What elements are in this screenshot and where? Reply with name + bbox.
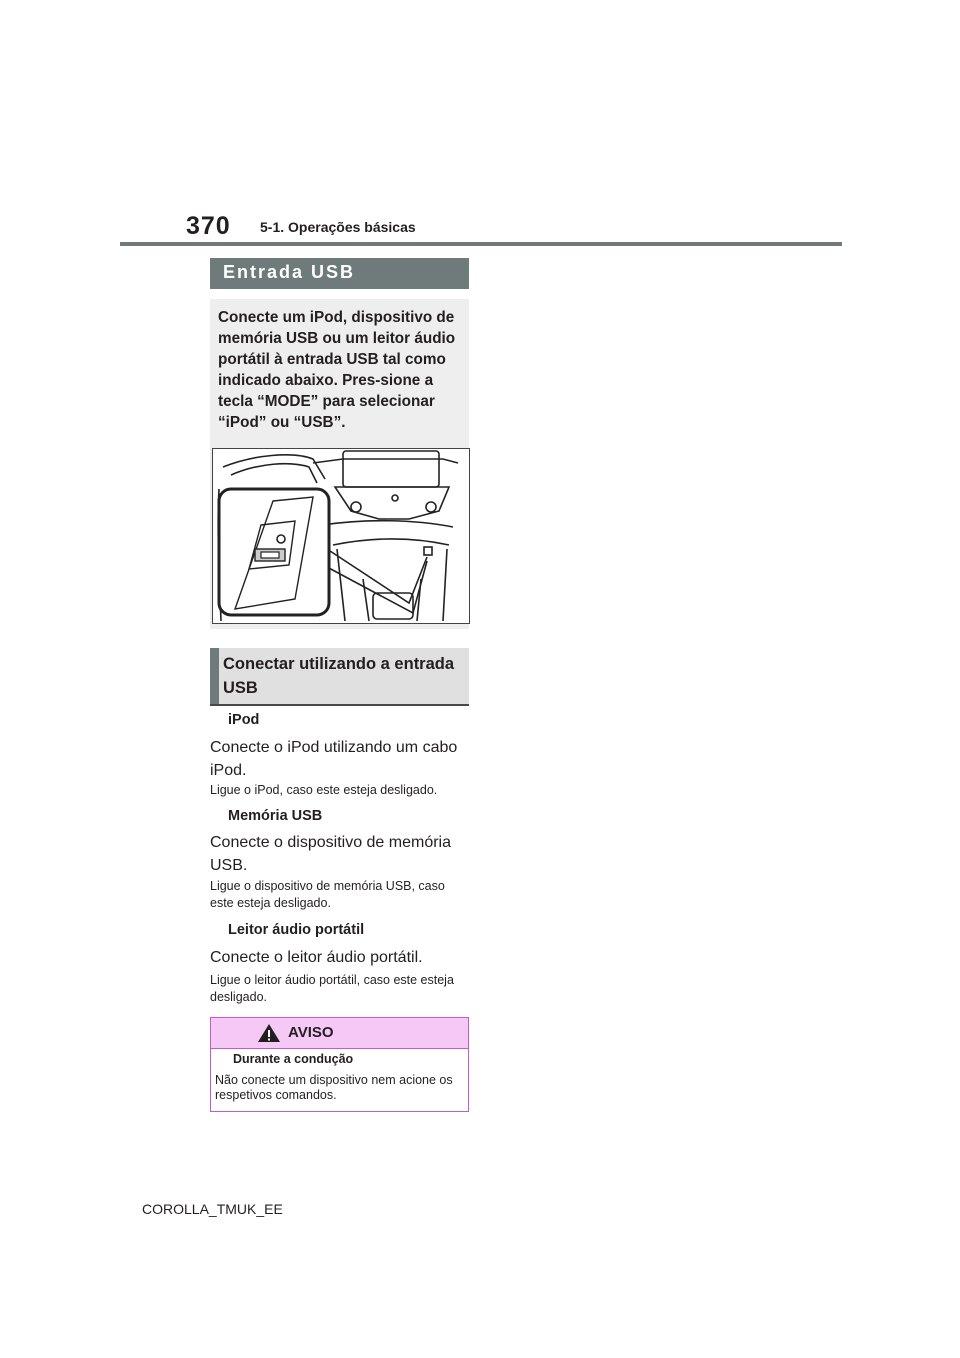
section-title: 5-1. Operações básicas bbox=[260, 219, 416, 235]
warning-header bbox=[211, 1018, 468, 1049]
subheading-text: Conectar utilizando a entrada USB bbox=[223, 655, 455, 697]
item-title-usb: Memória USB bbox=[228, 808, 323, 824]
dashboard-illustration-svg bbox=[213, 449, 469, 623]
page-title-bar bbox=[210, 258, 469, 289]
warning-label: AVISO bbox=[288, 1024, 334, 1041]
footer-code: COROLLA_TMUK_EE bbox=[142, 1201, 283, 1217]
item-note-ipod: Ligue o iPod, caso este esteja desligado. bbox=[210, 783, 438, 797]
warning-triangle-icon bbox=[257, 1023, 281, 1043]
usb-port-illustration bbox=[212, 448, 470, 624]
warning-text: Não conecte um dispositivo nem acione os respetivos comandos. bbox=[215, 1073, 453, 1102]
item-title-ipod: iPod bbox=[228, 712, 260, 728]
intro-text: Conecte um iPod, dispositivo de memória USB ou um leitor áudio portátil à entrada USB tal como indicado abaixo. Pres-sione a tecla “MODE” para selecionar “iPod” ou “USB”. bbox=[218, 309, 456, 431]
subheading-box bbox=[210, 648, 469, 706]
header-divider bbox=[120, 242, 842, 246]
subheading-accent-bar bbox=[210, 648, 219, 704]
intro-box bbox=[210, 299, 469, 629]
item-note-audio: Ligue o leitor áudio portátil, caso este esteja desligado. bbox=[210, 973, 454, 1004]
warning-box bbox=[210, 1017, 469, 1112]
page-title: Entrada USB bbox=[223, 262, 356, 282]
warning-subtitle: Durante a condução bbox=[233, 1052, 354, 1066]
item-body-usb: Conecte o dispositivo de memória USB. bbox=[210, 834, 452, 874]
item-body-audio: Conecte o leitor áudio portátil. bbox=[210, 949, 423, 966]
page-number: 370 bbox=[186, 212, 231, 240]
item-title-audio: Leitor áudio portátil bbox=[228, 922, 365, 938]
item-body-ipod: Conecte o iPod utilizando um cabo iPod. bbox=[210, 739, 458, 779]
item-note-usb: Ligue o dispositivo de memória USB, caso este esteja desligado. bbox=[210, 879, 445, 910]
